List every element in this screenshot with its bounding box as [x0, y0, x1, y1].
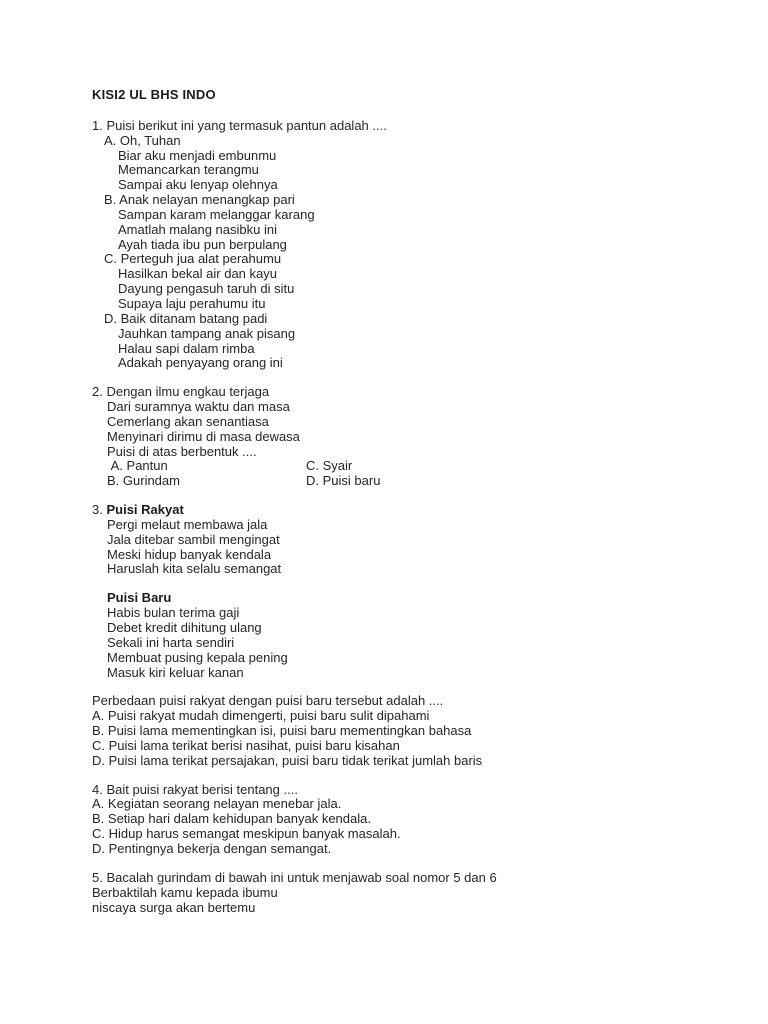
text-line: [92, 312, 722, 327]
text-line: [92, 430, 722, 445]
question-4: [92, 783, 722, 857]
line-text: A. Kegiatan seorang nelayan menebar jala.: [92, 796, 342, 812]
text-line: [92, 282, 722, 297]
text-line: [92, 267, 722, 282]
line-text: Dari suramnya waktu dan masa: [107, 399, 290, 415]
line-text: Supaya laju perahumu itu: [118, 295, 266, 311]
text-line: [92, 901, 722, 916]
text-line: [92, 739, 722, 754]
worksheet-content: [92, 88, 722, 929]
text-line: [92, 797, 722, 812]
text-line: [92, 842, 722, 857]
line-text: Debet kredit dihitung ulang: [107, 620, 262, 635]
text-line: [92, 400, 722, 415]
text-line: [92, 562, 722, 577]
line-text: 4. Bait puisi rakyat berisi tentang ....: [92, 781, 298, 797]
text-line: [92, 459, 722, 474]
subheading-text: Puisi Rakyat: [106, 502, 184, 518]
line-text: 5. Bacalah gurindam di bawah ini untuk menjawab soal nomor 5 dan 6: [92, 869, 497, 885]
text-line: [92, 445, 722, 460]
line-text: A. Oh, Tuhan: [104, 132, 181, 148]
text-line: [92, 503, 722, 518]
line-text: Puisi di atas berbentuk ....: [107, 443, 257, 459]
text-line: [92, 886, 722, 901]
line-text: Sampan karam melanggar karang: [118, 206, 315, 222]
text-line: [92, 666, 722, 681]
text-line: [92, 193, 722, 208]
line-text: C. Puisi lama terikat berisi nasihat, puisi baru kisahan: [92, 737, 400, 753]
option-col-right: C. Syair: [306, 458, 353, 474]
text-line: [92, 415, 722, 430]
line-text: B. Anak nelayan menangkap pari: [104, 192, 295, 208]
question-2: [92, 385, 722, 489]
option-col-left: A. Pantun: [107, 458, 168, 474]
text-line: [92, 694, 722, 709]
line-text: Haruslah kita selalu semangat: [107, 561, 282, 577]
text-line: [92, 724, 722, 739]
line-text: Masuk kiri keluar kanan: [107, 664, 244, 680]
line-text: Jala ditebar sambil mengingat: [107, 531, 280, 547]
text-line: [92, 149, 722, 164]
text-line: [92, 651, 722, 666]
document-title: KISI2 UL BHS INDO: [92, 87, 216, 102]
text-line: [92, 327, 722, 342]
text-line: [92, 223, 722, 238]
text-line: [92, 871, 722, 886]
line-text: C. Perteguh jua alat perahumu: [104, 251, 282, 267]
line-text: Amatlah malang nasibku ini: [118, 221, 277, 237]
question-3-options: [92, 694, 722, 768]
text-line: [92, 636, 722, 651]
text-line: [92, 385, 722, 400]
line-text: niscaya surga akan bertemu: [92, 899, 256, 915]
line-text: Sekali ini harta sendiri: [107, 634, 235, 650]
subheading-text: Puisi Baru: [107, 590, 172, 606]
line-text: D. Puisi lama terikat persajakan, puisi baru tidak terikat jumlah baris: [92, 752, 483, 768]
line-text: Dayung pengasuh taruh di situ: [118, 281, 295, 297]
text-line: [92, 119, 722, 134]
line-text: B. Puisi lama mementingkan isi, puisi baru mementingkan bahasa: [92, 723, 472, 739]
text-line: [92, 621, 722, 636]
text-line: [92, 754, 722, 769]
text-line: [92, 709, 722, 724]
line-text: Memancarkan terangmu: [118, 162, 259, 178]
text-line: [92, 827, 722, 842]
line-text: Meski hidup banyak kendala: [107, 546, 272, 562]
line-text: Habis bulan terima gaji: [107, 605, 240, 621]
text-line: [92, 591, 722, 606]
line-text: Jauhkan tampang anak pisang: [118, 325, 296, 341]
text-line: [92, 533, 722, 548]
line-text: D. Baik ditanam batang padi: [104, 310, 268, 326]
line-text: Sampai aku lenyap olehnya: [118, 177, 278, 193]
line-text: C. Hidup harus semangat meskipun banyak masalah.: [92, 826, 401, 842]
text-line: [92, 812, 722, 827]
text-line: [92, 518, 722, 533]
question-3-puisi-rakyat: [92, 503, 722, 577]
line-text: Halau sapi dalam rimba: [118, 340, 255, 356]
line-text: Membuat pusing kepala pening: [107, 649, 288, 665]
line-prefix: 3.: [92, 502, 107, 518]
text-line: [92, 238, 722, 253]
line-text: B. Setiap hari dalam kehidupan banyak kendala.: [92, 811, 371, 827]
worksheet-body: [92, 119, 722, 916]
line-text: Hasilkan bekal air dan kayu: [118, 266, 277, 282]
text-line: [92, 252, 722, 267]
text-line: [92, 783, 722, 798]
option-col-left: B. Gurindam: [107, 473, 180, 489]
text-line: [92, 297, 722, 312]
text-line: [92, 163, 722, 178]
line-text: A. Puisi rakyat mudah dimengerti, puisi baru sulit dipahami: [92, 708, 430, 724]
line-text: Ayah tiada ibu pun berpulang: [118, 236, 287, 252]
text-line: [92, 606, 722, 621]
line-text: D. Pentingnya bekerja dengan semangat.: [92, 840, 332, 856]
question-1: [92, 119, 722, 371]
text-line: [92, 356, 722, 371]
line-text: Biar aku menjadi embunmu: [118, 147, 277, 163]
line-text: Menyinari dirimu di masa dewasa: [107, 428, 300, 444]
question-5: [92, 871, 722, 916]
text-line: [92, 208, 722, 223]
line-text: Pergi melaut membawa jala: [107, 516, 268, 532]
text-line: [92, 134, 722, 149]
line-text: Adakah penyayang orang ini: [118, 355, 283, 371]
line-text: 2. Dengan ilmu engkau terjaga: [92, 384, 270, 400]
line-text: Berbaktilah kamu kepada ibumu: [92, 884, 278, 900]
text-line: [92, 178, 722, 193]
text-line: [92, 342, 722, 357]
line-text: Perbedaan puisi rakyat dengan puisi baru tersebut adalah ....: [92, 693, 444, 709]
text-line: [92, 474, 722, 489]
option-col-right: D. Puisi baru: [306, 473, 381, 489]
line-text: 1. Puisi berikut ini yang termasuk pantun adalah ....: [92, 117, 387, 133]
question-3-puisi-baru: [92, 591, 722, 680]
line-text: Cemerlang akan senantiasa: [107, 413, 269, 429]
text-line: [92, 548, 722, 563]
